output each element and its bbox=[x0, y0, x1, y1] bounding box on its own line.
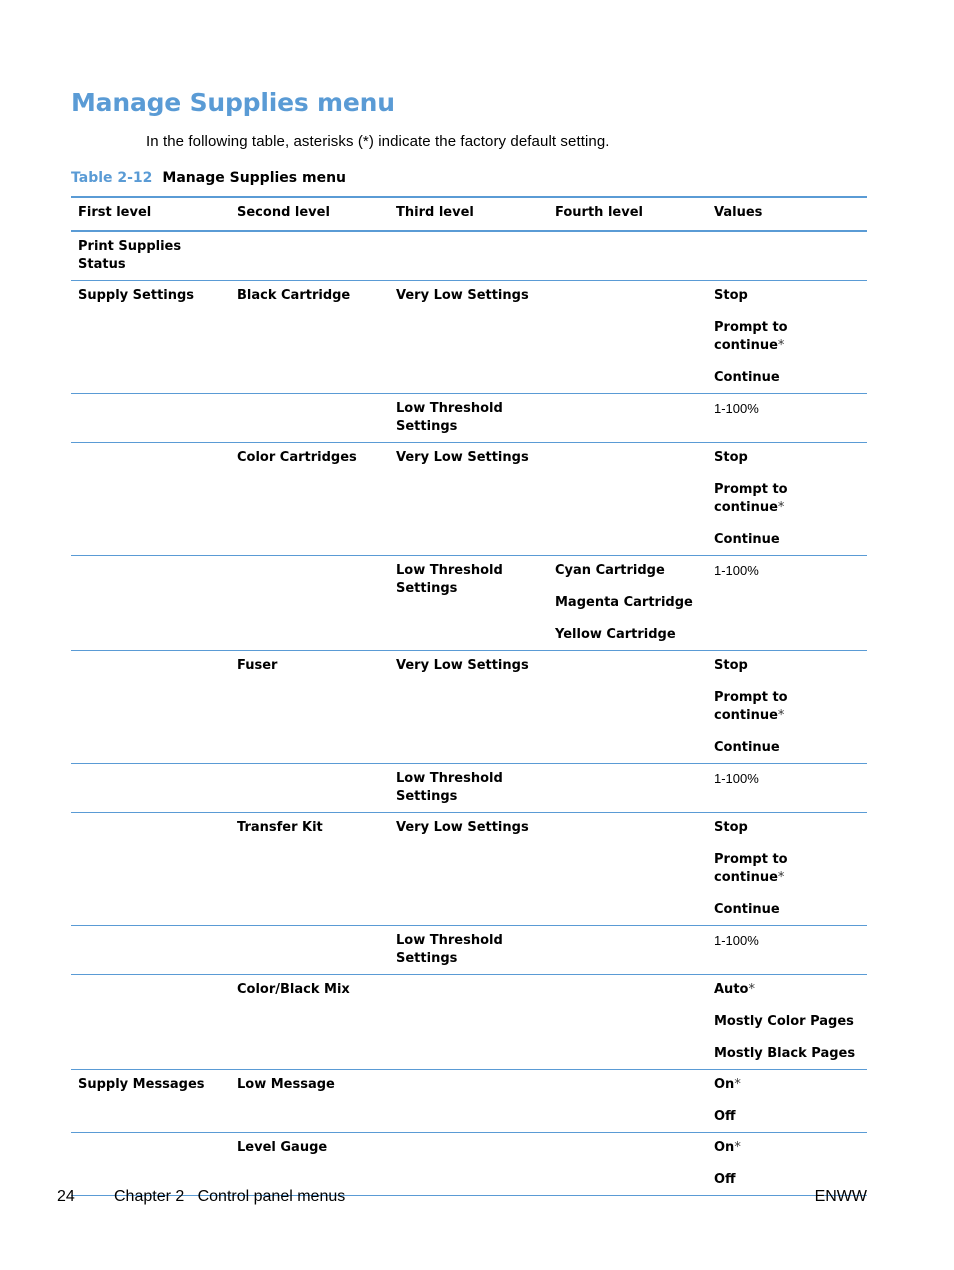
value-text: 1-100% bbox=[714, 401, 759, 416]
value-item bbox=[714, 1171, 860, 1189]
header-second-level: Second level bbox=[237, 205, 330, 220]
cell-first-level bbox=[71, 556, 230, 651]
cell-fourth-level bbox=[548, 651, 707, 764]
manage-supplies-table bbox=[71, 196, 867, 1196]
value-text: Continue bbox=[714, 740, 780, 755]
cell-second-level bbox=[230, 764, 389, 813]
value-text: Mostly Color Pages bbox=[714, 1014, 854, 1029]
fourth-level-item: Magenta Cartridge bbox=[555, 595, 693, 610]
default-marker: * bbox=[777, 500, 785, 515]
default-marker: * bbox=[734, 1077, 741, 1092]
value-text: Off bbox=[714, 1109, 736, 1124]
value-text: Stop bbox=[714, 288, 748, 303]
cell-second-level: Color Cartridges bbox=[237, 450, 357, 465]
value-item bbox=[714, 851, 860, 887]
cell-values bbox=[707, 1133, 867, 1196]
cell-first-level bbox=[71, 813, 230, 926]
cell-third-level bbox=[389, 975, 548, 1070]
value-item bbox=[714, 689, 860, 725]
cell-fourth-level bbox=[548, 1133, 707, 1196]
cell-second-level: Low Message bbox=[237, 1077, 335, 1092]
default-marker: * bbox=[734, 1140, 741, 1155]
table-row bbox=[71, 651, 867, 764]
value-item bbox=[714, 562, 860, 580]
header-fourth-level: Fourth level bbox=[555, 205, 643, 220]
cell-second-level: Level Gauge bbox=[237, 1140, 328, 1155]
value-item bbox=[714, 1108, 860, 1126]
value-item bbox=[714, 400, 860, 418]
cell-first-level bbox=[71, 1133, 230, 1196]
value-item bbox=[714, 932, 860, 950]
table-row bbox=[71, 556, 867, 651]
value-text: 1-100% bbox=[714, 771, 759, 786]
value-text: On bbox=[714, 1140, 735, 1155]
value-text: Continue bbox=[714, 902, 780, 917]
value-item bbox=[714, 481, 860, 517]
value-item bbox=[714, 287, 860, 305]
cell-fourth-level bbox=[548, 394, 707, 443]
value-item bbox=[714, 1076, 860, 1094]
table-row bbox=[71, 443, 867, 556]
fourth-level-item: Yellow Cartridge bbox=[555, 627, 676, 642]
table-header-row bbox=[71, 197, 867, 231]
table-row bbox=[71, 813, 867, 926]
default-marker: * bbox=[748, 982, 755, 997]
value-item bbox=[714, 770, 860, 788]
cell-third-level: Very Low Settings bbox=[396, 450, 529, 465]
value-text: Stop bbox=[714, 820, 748, 835]
cell-values bbox=[707, 926, 867, 975]
cell-first-level: Print Supplies Status bbox=[78, 239, 182, 272]
value-text: Auto bbox=[714, 982, 749, 997]
value-item bbox=[714, 1139, 860, 1157]
value-item bbox=[714, 981, 860, 999]
intro-text: In the following table, asterisks (*) indicate the factory default setting. bbox=[146, 133, 610, 150]
value-text: Prompt to continue bbox=[714, 320, 788, 353]
value-item bbox=[714, 531, 860, 549]
value-text: Continue bbox=[714, 370, 780, 385]
footer-locale: ENWW bbox=[814, 1188, 867, 1205]
default-marker: * bbox=[777, 338, 785, 353]
table-row bbox=[71, 281, 867, 394]
value-item bbox=[714, 901, 860, 919]
cell-third-level: Low Threshold Settings bbox=[396, 563, 503, 596]
value-text: 1-100% bbox=[714, 933, 759, 948]
table-row bbox=[71, 926, 867, 975]
cell-values bbox=[707, 975, 867, 1070]
cell-second-level bbox=[230, 556, 389, 651]
cell-fourth-level bbox=[548, 281, 707, 394]
value-item bbox=[714, 1045, 860, 1063]
table-row bbox=[71, 975, 867, 1070]
cell-third-level: Very Low Settings bbox=[396, 288, 529, 303]
cell-third-level: Very Low Settings bbox=[396, 658, 529, 673]
page-title: Manage Supplies menu bbox=[71, 88, 395, 117]
value-text: Stop bbox=[714, 450, 748, 465]
cell-values bbox=[707, 281, 867, 394]
cell-fourth-level bbox=[548, 813, 707, 926]
cell-second-level: Black Cartridge bbox=[237, 288, 351, 303]
cell-first-level bbox=[71, 651, 230, 764]
value-text: Off bbox=[714, 1172, 736, 1187]
value-item bbox=[714, 819, 860, 837]
cell-values bbox=[707, 813, 867, 926]
cell-second-level: Color/Black Mix bbox=[237, 982, 350, 997]
table-row bbox=[71, 231, 867, 281]
cell-first-level bbox=[71, 926, 230, 975]
header-third-level: Third level bbox=[396, 205, 474, 220]
cell-fourth-level bbox=[548, 443, 707, 556]
header-values: Values bbox=[714, 205, 763, 220]
cell-values bbox=[707, 1070, 867, 1133]
table-row bbox=[71, 394, 867, 443]
cell-fourth-level bbox=[548, 556, 707, 651]
value-text: On bbox=[714, 1077, 735, 1092]
value-text: Stop bbox=[714, 658, 748, 673]
value-item bbox=[714, 319, 860, 355]
footer-chapter: Chapter 2 Control panel menus bbox=[114, 1188, 346, 1205]
cell-third-level: Very Low Settings bbox=[396, 820, 529, 835]
cell-first-level: Supply Messages bbox=[78, 1077, 205, 1092]
table-caption-text: Manage Supplies menu bbox=[162, 170, 347, 186]
cell-values bbox=[707, 394, 867, 443]
cell-third-level: Low Threshold Settings bbox=[396, 933, 503, 966]
cell-third-level bbox=[389, 231, 548, 281]
cell-values bbox=[707, 651, 867, 764]
cell-first-level: Supply Settings bbox=[78, 288, 195, 303]
value-text: 1-100% bbox=[714, 563, 759, 578]
cell-fourth-level bbox=[548, 975, 707, 1070]
value-text: Prompt to continue bbox=[714, 690, 788, 723]
cell-third-level bbox=[389, 1070, 548, 1133]
table-body bbox=[71, 231, 867, 1196]
cell-second-level bbox=[230, 231, 389, 281]
cell-second-level: Transfer Kit bbox=[237, 820, 323, 835]
cell-fourth-level bbox=[548, 1070, 707, 1133]
header-first-level: First level bbox=[78, 205, 152, 220]
cell-second-level: Fuser bbox=[237, 658, 278, 673]
cell-fourth-level bbox=[548, 926, 707, 975]
footer-page-number: 24 bbox=[57, 1188, 75, 1205]
table-caption bbox=[71, 170, 346, 186]
value-item bbox=[714, 449, 860, 467]
table-row bbox=[71, 764, 867, 813]
default-marker: * bbox=[777, 708, 785, 723]
cell-third-level bbox=[389, 1133, 548, 1196]
value-text: Prompt to continue bbox=[714, 482, 788, 515]
cell-third-level: Low Threshold Settings bbox=[396, 771, 503, 804]
table-row bbox=[71, 1070, 867, 1133]
cell-first-level bbox=[71, 975, 230, 1070]
cell-values bbox=[707, 556, 867, 651]
cell-first-level bbox=[71, 394, 230, 443]
cell-values bbox=[707, 443, 867, 556]
table-number: Table 2-12 bbox=[71, 170, 153, 186]
cell-values bbox=[707, 231, 867, 281]
value-item bbox=[714, 1013, 860, 1031]
cell-second-level bbox=[230, 394, 389, 443]
value-item bbox=[714, 739, 860, 757]
cell-second-level bbox=[230, 926, 389, 975]
cell-third-level: Low Threshold Settings bbox=[396, 401, 503, 434]
value-text: Mostly Black Pages bbox=[714, 1046, 856, 1061]
value-item bbox=[714, 657, 860, 675]
value-item bbox=[714, 369, 860, 387]
fourth-level-item: Cyan Cartridge bbox=[555, 563, 665, 578]
default-marker: * bbox=[777, 870, 785, 885]
cell-first-level bbox=[71, 764, 230, 813]
cell-fourth-level bbox=[548, 764, 707, 813]
table-row bbox=[71, 1133, 867, 1196]
cell-fourth-level bbox=[548, 231, 707, 281]
value-text: Prompt to continue bbox=[714, 852, 788, 885]
cell-first-level bbox=[71, 443, 230, 556]
value-text: Continue bbox=[714, 532, 780, 547]
cell-values bbox=[707, 764, 867, 813]
